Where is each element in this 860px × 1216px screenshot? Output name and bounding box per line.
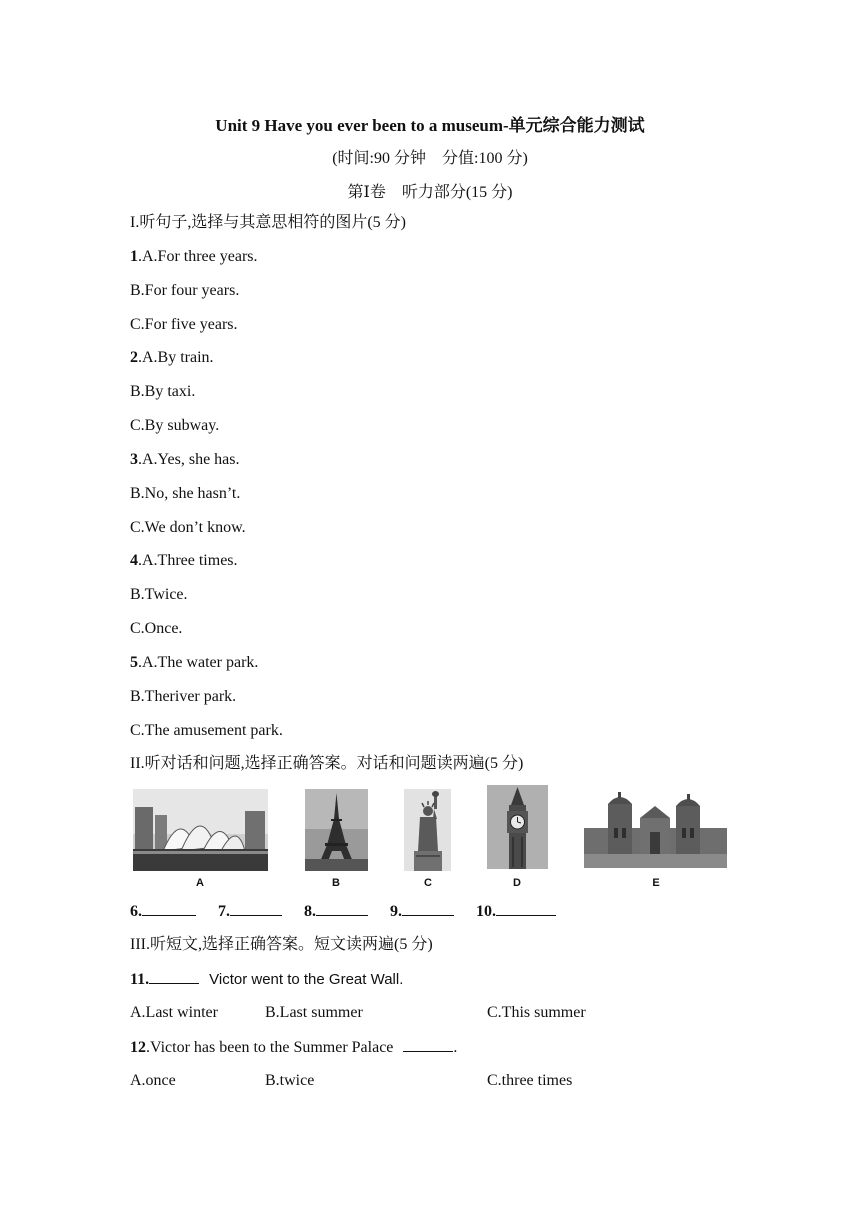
opera-house-icon bbox=[133, 789, 268, 871]
question-11: 11. Victor went to the Great Wall. bbox=[130, 971, 404, 988]
eiffel-tower-icon bbox=[305, 789, 368, 871]
option-c: C.For five years. bbox=[130, 316, 238, 333]
part-heading: 第Ⅰ卷 听力部分(15 分) bbox=[347, 184, 513, 201]
answer-blanks-row bbox=[130, 901, 556, 922]
question-1: 1.A.For three years. bbox=[130, 248, 258, 265]
question-3: 3.A.Yes, she has. bbox=[130, 451, 240, 468]
picture-label-c: C bbox=[424, 877, 432, 889]
option-a: A.once bbox=[130, 1072, 176, 1089]
option-b: B.No, she hasn’t. bbox=[130, 485, 241, 502]
big-ben-icon bbox=[487, 785, 548, 869]
option-c: C.three times bbox=[487, 1072, 573, 1089]
answer-blank[interactable] bbox=[230, 901, 282, 916]
question-2: 2.A.By train. bbox=[130, 349, 214, 366]
question-12: 12.Victor has been to the Summer Palace . bbox=[130, 1039, 458, 1056]
question-4: 4.A.Three times. bbox=[130, 552, 238, 569]
option-c: C.This summer bbox=[487, 1004, 586, 1021]
option-b: B.Twice. bbox=[130, 586, 188, 603]
option-c: C.By subway. bbox=[130, 417, 220, 434]
picture-label-a: A bbox=[196, 877, 204, 889]
option-c: C.The amusement park. bbox=[130, 722, 283, 739]
answer-7: 7. bbox=[218, 903, 282, 920]
picture-label-d: D bbox=[513, 877, 521, 889]
answer-10: 10. bbox=[476, 903, 556, 920]
picture-label-e: E bbox=[652, 877, 660, 889]
option-c: C.We don’t know. bbox=[130, 519, 246, 536]
document-title: Unit 9 Have you ever been to a museum-单元综合能力测试 bbox=[215, 116, 645, 135]
answer-9: 9. bbox=[390, 903, 454, 920]
answer-blank[interactable] bbox=[149, 969, 199, 984]
option-b: B.For four years. bbox=[130, 282, 240, 299]
section-2-heading: II.听对话和问题,选择正确答案。对话和问题读两遍(5 分) bbox=[130, 755, 524, 772]
answer-6: 6. bbox=[130, 903, 196, 920]
answer-blank[interactable] bbox=[496, 901, 556, 916]
option-a: A.Last winter bbox=[130, 1004, 218, 1021]
exam-meta: (时间:90 分钟 分值:100 分) bbox=[332, 150, 528, 167]
statue-of-liberty-icon bbox=[404, 789, 451, 871]
answer-blank[interactable] bbox=[402, 901, 454, 916]
question-5: 5.A.The water park. bbox=[130, 654, 259, 671]
section-1-heading: I.听句子,选择与其意思相符的图片(5 分) bbox=[130, 214, 406, 231]
picture-label-b: B bbox=[332, 877, 340, 889]
answer-blank[interactable] bbox=[142, 901, 196, 916]
option-b: B.Last summer bbox=[265, 1004, 363, 1021]
answer-blank[interactable] bbox=[403, 1037, 453, 1052]
answer-8: 8. bbox=[304, 903, 368, 920]
option-c: C.Once. bbox=[130, 620, 183, 637]
cathedral-icon bbox=[584, 788, 727, 868]
option-b: B.By taxi. bbox=[130, 383, 196, 400]
option-b: B.twice bbox=[265, 1072, 315, 1089]
answer-blank[interactable] bbox=[316, 901, 368, 916]
section-3-heading: III.听短文,选择正确答案。短文读两遍(5 分) bbox=[130, 936, 433, 953]
option-b: B.Theriver park. bbox=[130, 688, 237, 705]
